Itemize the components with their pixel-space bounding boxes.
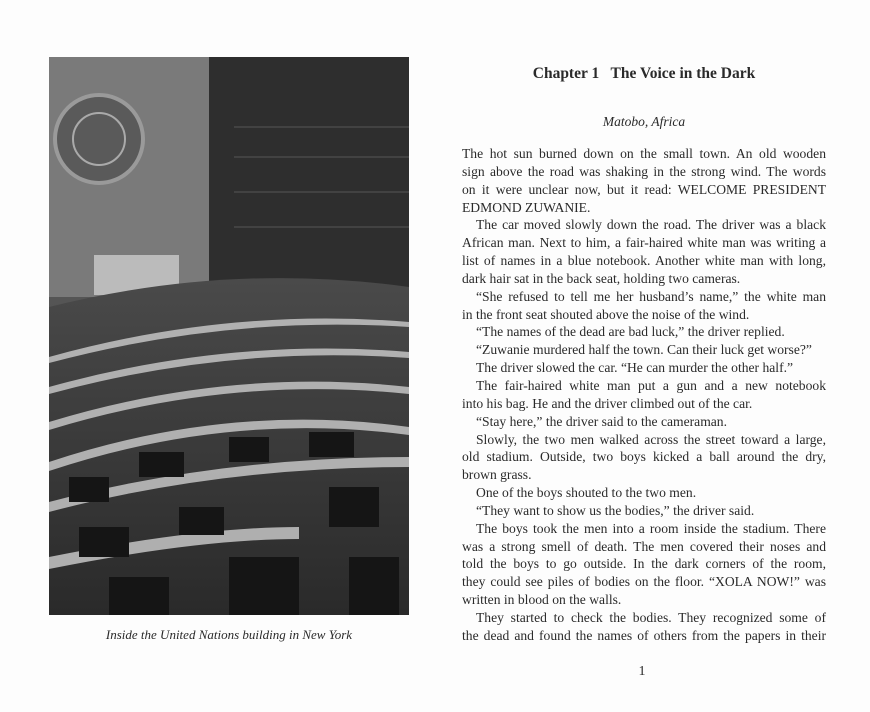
text-line: The boys took the men into a room inside the stadium. There	[476, 520, 826, 536]
text-line: “She refused to tell me her husband’s name,” the white man	[476, 288, 826, 304]
text-line: told the boys to go outside. In the dark corners of the room,	[462, 556, 826, 572]
chapter-title: Chapter 1 The Voice in the Dark	[532, 65, 756, 82]
text-line: “Zuwanie murdered half the town. Can their luck get worse?”	[476, 342, 812, 358]
text-line: written in blood on the walls.	[462, 592, 622, 608]
un-assembly-photo	[49, 57, 409, 615]
text-line: sign above the road was shaking in the strong wind. The words	[462, 163, 826, 179]
text-line: “They want to show us the bodies,” the driver said.	[476, 502, 755, 518]
paragraph	[462, 502, 826, 520]
text-line: into his bag. He and the driver climbed out of the car.	[462, 395, 753, 411]
paragraph	[462, 377, 826, 413]
paragraph	[462, 431, 826, 485]
text-line: was a strong smell of death. The men covered their noses and	[462, 538, 826, 554]
text-line: The driver slowed the car. “He can murder the other half.”	[476, 360, 794, 376]
paragraph	[462, 288, 826, 324]
text-line: “Stay here,” the driver said to the cameraman.	[476, 413, 727, 429]
text-line: The car moved slowly down the road. The driver was a black	[476, 217, 826, 233]
text-line: EDMOND ZUWANIE.	[462, 199, 591, 215]
paragraph	[462, 145, 826, 216]
chapter-body-text	[462, 145, 826, 645]
text-line: on it were unclear now, but it read: WELCOME PRESIDENT	[462, 181, 826, 197]
paragraph	[462, 484, 826, 502]
paragraph	[462, 520, 826, 609]
text-line: old stadium. Outside, two boys kicked a ball around the dry,	[462, 449, 826, 465]
text-line: “The names of the dead are bad luck,” the driver replied.	[476, 324, 785, 340]
paragraph	[462, 609, 826, 645]
text-line: dark hair sat in the back seat, holding two cameras.	[462, 270, 741, 286]
text-line: African man. Next to him, a fair-haired white man was writing a	[462, 235, 826, 251]
chapter-location: Matobo, Africa	[602, 114, 686, 129]
text-line: in the front seat shouted above the noise of the wind.	[462, 306, 750, 322]
text-line: Slowly, the two men walked across the street toward a large,	[476, 431, 826, 447]
text-line: brown grass.	[462, 467, 532, 483]
paragraph	[462, 341, 826, 359]
un-emblem	[55, 95, 143, 183]
photo-caption: Inside the United Nations building in New York	[105, 627, 353, 642]
paragraph	[462, 216, 826, 287]
text-line: list of names in a blue notebook. Another white man with long,	[462, 253, 826, 269]
text-line: The hot sun burned down on the small town. An old wooden	[462, 146, 826, 161]
page-number: 1	[638, 664, 646, 679]
paragraph	[462, 359, 826, 377]
paragraph	[462, 323, 826, 341]
text-line: the dead and found the names of others from the papers in their	[462, 627, 826, 643]
text-line: The fair-haired white man put a gun and a new notebook	[476, 377, 826, 393]
text-line: They started to check the bodies. They recognized some of	[476, 609, 826, 625]
text-line: they could see piles of bodies on the floor. “XOLA NOW!” was	[462, 574, 826, 590]
text-line: One of the boys shouted to the two men.	[476, 485, 697, 501]
paragraph	[462, 413, 826, 431]
